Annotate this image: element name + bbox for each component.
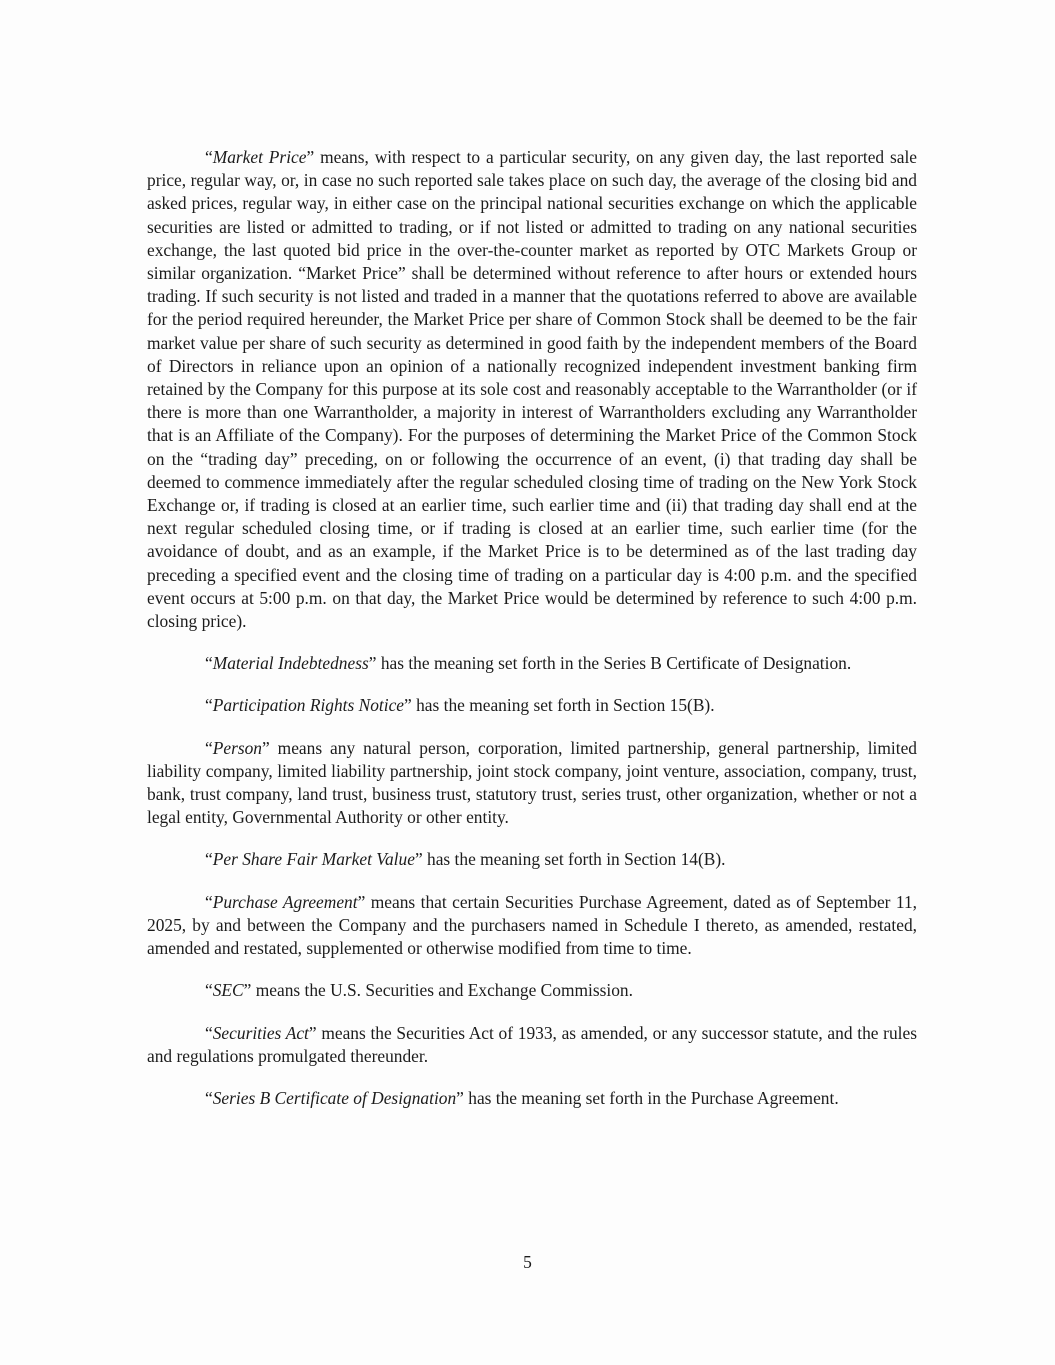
definition-paragraph: “Securities Act” means the Securities Act of 1933, as amended, or any successor statute, and the rules and regulations promulgated thereunder. [147, 1022, 917, 1066]
page-number: 5 [523, 1252, 532, 1272]
defined-term: Series B Certificate of Designation [212, 1087, 457, 1108]
definition-body: has the meaning set forth in Section 14(B). [422, 849, 726, 870]
defined-term: Person [212, 737, 263, 758]
definition-paragraph: “Material Indebtedness” has the meaning set forth in the Series B Certificate of Designation. [205, 653, 852, 674]
definition-body: has the meaning set forth in the Purchase Agreement. [463, 1087, 839, 1108]
definition-body: has the meaning set forth in Section 15(B). [411, 695, 715, 716]
definition-paragraph: “Per Share Fair Market Value” has the meaning set forth in Section 14(B). [205, 849, 726, 870]
defined-term: Participation Rights Notice [212, 695, 405, 716]
definition-body: has the meaning set forth in the Series B Certificate of Designation. [376, 653, 852, 674]
definition-paragraph: “Purchase Agreement” means that certain Securities Purchase Agreement, dated as of September 11, 2025, by and between the Company and the purchasers named in Schedule I thereto, as amended, restated, amended and restated, supplemented or otherwise modified from time to time. [147, 891, 917, 959]
definition-paragraph: “SEC” means the U.S. Securities and Exchange Commission. [205, 980, 633, 1001]
definition-body: means the Securities Act of 1933, as amended, or any successor statute, and the rules and regulations promulgated thereunder. [147, 1022, 917, 1066]
definition-paragraph: “Market Price” means, with respect to a particular security, on any given day, the last reported sale price, regular way, or, in case no such reported sale takes place on such day, the average of the closing bid and asked prices, regular way, in either case on the principal national securities exchange on which the applicable securities are listed or admitted to trading, or if not listed or admitted to trading on any national securities exchange, the last quoted bid price in the over-the-counter market as reported by OTC Markets Group or similar organization. “Market Price” shall be determined without reference to after hours or extended hours trading. If such security is not listed and traded in a manner that the quotations referred to above are available for the period required hereunder, the Market Price per share of Common Stock shall be deemed to be the fair market value per share of such security as determined in good faith by the independent members of the Board of Directors in reliance upon an opinion of a nationally recognized independent investment banking firm retained by the Company for this purpose at its sole cost and reasonably acceptable to the Warrantholder (or if there is more than one Warrantholder, a majority in interest of Warrantholders excluding any Warrantholder that is an Affiliate of the Company). For the purposes of determining the Market Price of the Common Stock on the “trading day” preceding, on or following the occurrence of an event, (i) that trading day shall be deemed to commence immediately after the regular scheduled closing time of trading on the New York Stock Exchange or, if trading is closed at an earlier time, such earlier time and (ii) that trading day shall end at the next regular scheduled closing time, or if trading is closed at an earlier time, such earlier time (for the avoidance of doubt, and as an example, if the Market Price is to be determined as of the last trading day preceding a specified event and the closing time of trading on a particular day is 4:00 p.m. and the specified event occurs at 5:00 p.m. on that day, the Market Price would be determined by reference to such 4:00 p.m. closing price). [147, 147, 918, 632]
definition-paragraph: “Participation Rights Notice” has the meaning set forth in Section 15(B). [205, 695, 715, 716]
defined-term: Securities Act [212, 1022, 309, 1043]
definitions-section [147, 146, 917, 1129]
defined-term: Material Indebtedness [212, 653, 369, 674]
defined-term: Per Share Fair Market Value [212, 849, 415, 870]
definition-paragraph: “Series B Certificate of Designation” has the meaning set forth in the Purchase Agreement. [205, 1087, 839, 1108]
definition-body: means that certain Securities Purchase Agreement, dated as of September 11, 2025, by and between the Company and the purchasers named in Schedule I thereto, as amended, restated, amended and restated, supplemented or otherwise modified from time to time. [147, 891, 917, 959]
defined-term: Purchase Agreement [212, 891, 358, 912]
defined-term: Market Price [212, 147, 307, 167]
definition-body: means, with respect to a particular security, on any given day, the last reported sale price, regular way, or, in case no such reported sale takes place on such day, the average of the closing bid and asked prices, regular way, in either case on the principal national securities exchange on which the applicable securities are listed or admitted to trading, or if not listed or admitted to trading on any national securities exchange, the last quoted bid price in the over-the-counter market as reported by OTC Markets Group or similar organization. “Market Price” shall be determined without reference to after hours or extended hours trading. If such security is not listed and traded in a manner that the quotations referred to above are available for the period required hereunder, the Market Price per share of Common Stock shall be deemed to be the fair market value per share of such security as determined in good faith by the independent members of the Board of Directors in reliance upon an opinion of a nationally recognized independent investment banking firm retained by the Company for this purpose at its sole cost and reasonably acceptable to the Warrantholder (or if there is more than one Warrantholder, a majority in interest of Warrantholders excluding any Warrantholder that is an Affiliate of the Company). For the purposes of determining the Market Price of the Common Stock on the “trading day” preceding, on or following the occurrence of an event, (i) that trading day shall be deemed to commence immediately after the regular scheduled closing time of trading on the New York Stock Exchange or, if trading is closed at an earlier time, such earlier time and (ii) that trading day shall end at the next regular scheduled closing time, or if trading is closed at an earlier time, such earlier time (for the avoidance of doubt, and as an example, if the Market Price is to be determined as of the last trading day preceding a specified event and the closing time of trading on a particular day is 4:00 p.m. and the specified event occurs at 5:00 p.m. on that day, the Market Price would be determined by reference to such 4:00 p.m. closing price). [147, 147, 918, 632]
defined-term: SEC [212, 980, 244, 1001]
definition-body: means the U.S. Securities and Exchange Commission. [251, 980, 633, 1001]
definition-paragraph: “Person” means any natural person, corporation, limited partnership, general partnership, limited liability company, limited liability partnership, joint stock company, joint venture, association, company, trust, bank, trust company, land trust, business trust, statutory trust, series trust, other organization, whether or not a legal entity, Governmental Authority or other entity. [147, 737, 917, 828]
definition-body: means any natural person, corporation, limited partnership, general partnership, limited liability company, limited liability partnership, joint stock company, joint venture, association, company, trust, bank, trust company, land trust, business trust, statutory trust, series trust, other organization, whether or not a legal entity, Governmental Authority or other entity. [147, 737, 917, 828]
